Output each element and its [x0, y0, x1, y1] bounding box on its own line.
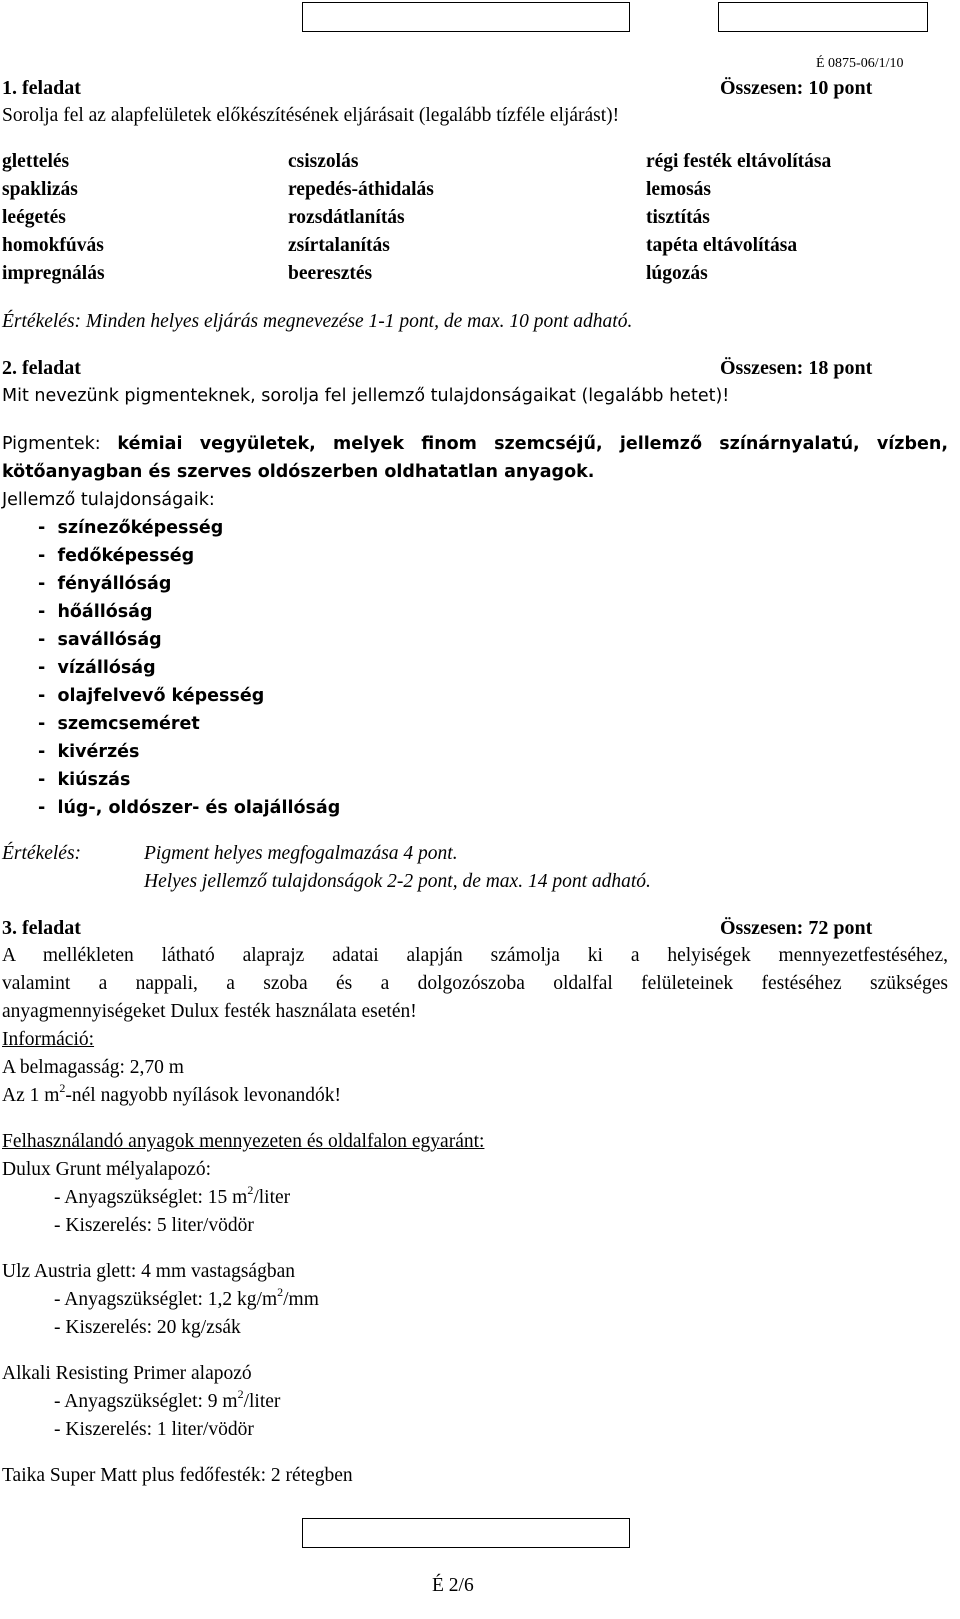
definition-label: Pigmentek: — [2, 434, 101, 454]
task1-question: Sorolja fel az alapfelületek előkészítésének eljárásait (legalább tízféle eljárást)! — [2, 105, 620, 126]
task3-text-line2: valamint a nappali, a szoba és a dolgozószoba oldalfal felületeinek festéséhez szükséges — [2, 973, 948, 994]
task1-item: glettelés — [2, 151, 70, 172]
list-item: - fedőképesség — [38, 546, 195, 566]
task1-item: repedés-áthidalás — [288, 179, 434, 200]
list-item: - kiúszás — [38, 770, 131, 790]
header-box-left — [302, 2, 630, 32]
list-item: - szemcseméret — [38, 714, 200, 734]
list-item: - fényállóság — [38, 574, 172, 594]
definition-line1: kémiai vegyületek, melyek finom szemcséjű, jellemző színárnyalatú, vízben, — [117, 434, 948, 454]
task1-item: tapéta eltávolítása — [646, 235, 798, 256]
openings-note: Az 1 $m^2$-nél nagyobb nyílások levonandók! — [2, 1080, 342, 1106]
list-item: - kivérzés — [38, 742, 140, 762]
task1-item: beeresztés — [288, 263, 373, 284]
material-3-pack: - Kiszerelés: 1 liter/vödör — [54, 1419, 254, 1440]
task1-item: rozsdátlanítás — [288, 207, 405, 228]
page-number: É 2/6 — [432, 1575, 474, 1596]
ceiling-height: A belmagasság: 2,70 m — [2, 1057, 184, 1078]
material-2-pack: - Kiszerelés: 20 kg/zsák — [54, 1317, 241, 1338]
properties-label: Jellemző tulajdonságaik: — [2, 490, 215, 510]
list-item: - savállóság — [38, 630, 162, 650]
materials-label: Felhasználandó anyagok mennyezeten és oldalfalon egyaránt: — [2, 1131, 485, 1152]
task1-item: tisztítás — [646, 207, 710, 228]
list-item: - vízállóság — [38, 658, 156, 678]
document-code: É 0875-06/1/10 — [816, 56, 904, 71]
task2-definition — [2, 430, 948, 458]
list-item: - lúg-, oldószer- és olajállóság — [38, 798, 341, 818]
task1-item: impregnálás — [2, 263, 105, 284]
task3-title: 3. feladat — [2, 917, 81, 939]
task3-points: Összesen: 72 pont — [720, 917, 873, 939]
definition-line2: kötőanyagban és szerves oldószerben oldhatatlan anyagok. — [2, 462, 595, 482]
material-3-need: - Anyagszükséglet: 9 $m^2$/liter — [54, 1386, 281, 1412]
task1-item: régi festék eltávolítása — [646, 151, 832, 172]
footer-box — [302, 1518, 630, 1548]
task2-title: 2. feladat — [2, 357, 81, 379]
task1-item: homokfúvás — [2, 235, 104, 256]
task2-evaluation-line1: Pigment helyes megfogalmazása 4 pont. — [144, 843, 458, 864]
header-box-right — [718, 2, 928, 32]
material-4-name: Taika Super Matt plus fedőfesték: 2 rétegben — [2, 1465, 353, 1486]
list-item: - hőállóság — [38, 602, 153, 622]
task3-text-line3: anyagmennyiségeket Dulux festék használata esetén! — [2, 1001, 417, 1022]
material-1-name: Dulux Grunt mélyalapozó: — [2, 1159, 212, 1180]
list-item: - színezőképesség — [38, 518, 224, 538]
info-label: Információ: — [2, 1029, 95, 1050]
task1-evaluation: Értékelés: Minden helyes eljárás megnevezése 1-1 pont, de max. 10 pont adható. — [2, 311, 633, 332]
task1-item: lemosás — [646, 179, 711, 200]
task1-item: csiszolás — [288, 151, 359, 172]
material-3-name: Alkali Resisting Primer alapozó — [2, 1363, 252, 1384]
material-1-pack: - Kiszerelés: 5 liter/vödör — [54, 1215, 254, 1236]
material-2-need: - Anyagszükséglet: 1,2 $kg/m^2/mm$ — [54, 1284, 319, 1310]
task1-title: 1. feladat — [2, 77, 81, 99]
task2-question: Mit nevezünk pigmenteknek, sorolja fel jellemző tulajdonságaikat (legalább hetet)! — [2, 386, 730, 406]
task3-text-line1: A mellékleten látható alaprajz adatai alapján számolja ki a helyiségek mennyezetfestéséhez, — [2, 945, 948, 966]
task2-evaluation-line2: Helyes jellemző tulajdonságok 2-2 pont, de max. 14 pont adható. — [144, 871, 651, 892]
task1-points: Összesen: 10 pont — [720, 77, 873, 99]
task1-item: zsírtalanítás — [288, 235, 390, 256]
material-2-name: Ulz Austria glett: 4 mm vastagságban — [2, 1261, 295, 1282]
list-item: - olajfelvevő képesség — [38, 686, 265, 706]
task1-item: spaklizás — [2, 179, 78, 200]
task2-evaluation-label: Értékelés: — [2, 843, 82, 864]
task1-item: lúgozás — [646, 263, 708, 284]
material-1-need: - Anyagszükséglet: 15 $m^2$/liter — [54, 1182, 291, 1208]
task1-item: leégetés — [2, 207, 66, 228]
task2-points: Összesen: 18 pont — [720, 357, 873, 379]
